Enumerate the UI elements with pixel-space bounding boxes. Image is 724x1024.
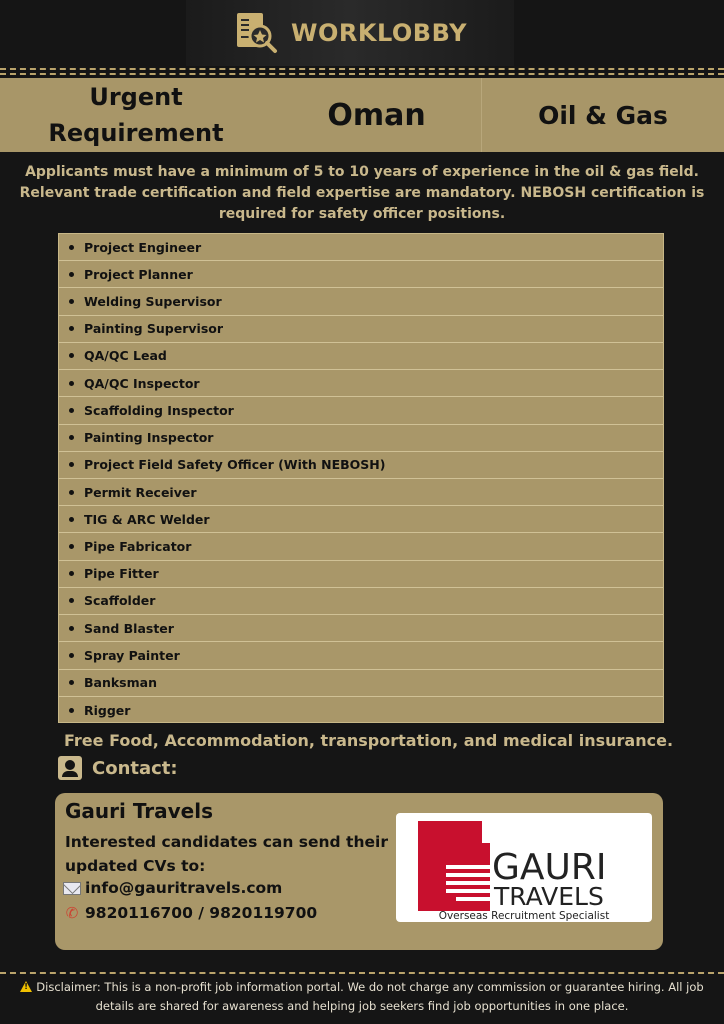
job-title: Permit Receiver [84,484,197,500]
mail-icon [63,882,81,895]
gauri-travels-logo-graphic [396,813,652,922]
bullet-icon [69,326,74,331]
job-title: Rigger [84,702,131,718]
job-list-item [59,670,663,697]
job-list [58,233,664,723]
job-list-item [59,588,663,615]
job-title: Project Planner [84,266,193,282]
job-title: Painting Inspector [84,430,214,446]
benefits-text: Free Food, Accommodation, transportation, and medical insurance. [64,731,674,750]
contact-label: Contact: [92,757,178,779]
phone-line [63,904,317,922]
job-title: Banksman [84,675,157,691]
bullet-icon [69,708,74,713]
bullet-icon [69,490,74,495]
bullet-icon [69,653,74,658]
gauri-travels-logo [396,813,652,922]
job-title: QA/QC Inspector [84,375,200,391]
warning-icon [20,981,32,992]
job-title: Sand Blaster [84,620,174,636]
job-title: Pipe Fabricator [84,539,192,555]
job-list-item [59,343,663,370]
job-title: Pipe Fitter [84,566,159,582]
job-list-item [59,561,663,588]
job-title: QA/QC Lead [84,348,167,364]
logo-word-gauri: GAURI [492,847,607,888]
job-title: Welding Supervisor [84,294,222,310]
person-icon [58,756,82,780]
contact-card [55,793,663,950]
country-label: Oman [272,78,482,152]
bullet-icon [69,598,74,603]
resume-magnifier-icon [233,10,279,56]
logo-word-travels: TRAVELS [494,882,604,911]
requirements-description: Applicants must have a minimum of 5 to 10 years of experience in the oil & gas field. Relevant trade certification and field expertise are mandatory. NEBOSH certification is required for safety officer positions. [19,164,705,222]
bullet-icon [69,245,74,250]
job-title: TIG & ARC Welder [84,511,210,527]
job-list-item [59,234,663,261]
job-list-item [59,506,663,533]
bullet-icon [69,571,74,576]
requirement-header [0,78,724,152]
logo-tagline: Overseas Recruitment Specialist [438,910,610,922]
bullet-icon [69,272,74,277]
phone-numbers[interactable]: 9820116700 / 9820119700 [85,904,318,922]
top-divider-secondary [0,73,724,75]
company-name: Gauri Travels [65,799,213,823]
job-list-item [59,479,663,506]
job-title: Spray Painter [84,647,180,663]
email-link[interactable]: info@gauritravels.com [85,879,283,897]
bottom-divider [0,972,724,974]
job-title: Scaffolding Inspector [84,402,234,418]
job-title: Project Engineer [84,239,202,255]
bullet-icon [69,353,74,358]
job-list-item [59,642,663,669]
urgent-requirement-label: Urgent Requirement [48,83,224,147]
phone-icon: ✆ [65,904,79,922]
job-list-item [59,615,663,642]
bullet-icon [69,626,74,631]
bullet-icon [69,544,74,549]
bullet-icon [69,517,74,522]
industry-label: Oil & Gas [538,100,668,130]
job-list-item [59,533,663,560]
job-list-item [59,697,663,724]
job-list-item [59,370,663,397]
job-title: Project Field Safety Officer (With NEBOSH) [84,457,386,473]
email-line [63,879,282,897]
bullet-icon [69,408,74,413]
job-list-item [59,316,663,343]
brand-banner [186,0,514,66]
top-divider [0,68,724,70]
cv-instruction: Interested candidates can send their updated CVs to: [65,833,388,875]
job-list-item [59,425,663,452]
bullet-icon [69,462,74,467]
job-list-item [59,452,663,479]
contact-heading [58,755,178,781]
job-list-item [59,261,663,288]
bullet-icon [69,299,74,304]
job-list-item [59,288,663,315]
brand-name: WORKLOBBY [291,19,467,47]
job-title: Painting Supervisor [84,321,224,337]
job-title: Scaffolder [84,593,156,609]
disclaimer [8,978,716,1016]
job-list-item [59,397,663,424]
bullet-icon [69,381,74,386]
bullet-icon [69,435,74,440]
disclaimer-text: Disclaimer: This is a non-profit job information portal. We do not charge any commission or guarantee hiring. All job details are shared for awareness and helping job seekers find job opportunities in one place. [36,980,704,1013]
bullet-icon [69,680,74,685]
